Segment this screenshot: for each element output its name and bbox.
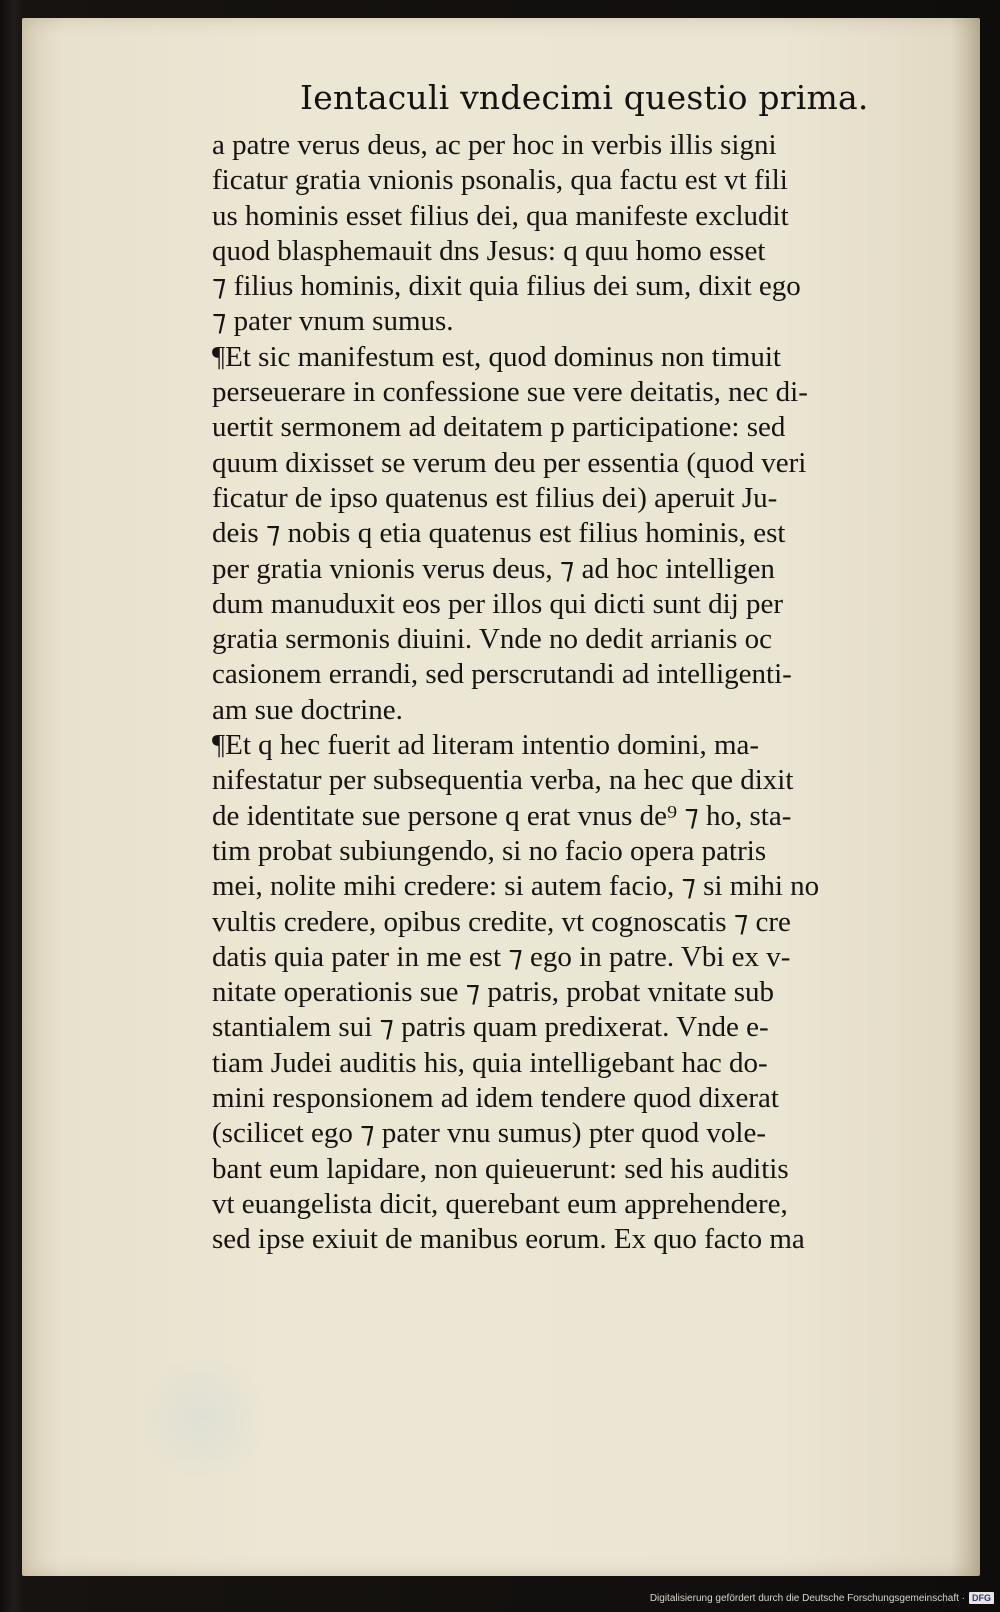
text-line: nitate operationis sue ⁊ patris, probat vnitate sub <box>212 976 775 1009</box>
text-line: us hominis esset filius dei, qua manifeste excludit <box>212 199 789 232</box>
text-line: per gratia vnionis verus deus, ⁊ ad hoc intelligen <box>212 552 775 585</box>
digitization-credit <box>650 1592 994 1606</box>
text-line: mini responsionem ad idem tendere quod dixerat <box>212 1082 779 1115</box>
text-line: mei, nolite mihi credere: si autem facio, ⁊ si mihi no <box>212 870 820 903</box>
text-line: uertit sermonem ad deitatem p participatione: sed <box>212 411 786 444</box>
text-line: casionem errandi, sed perscrutandi ad intelligenti- <box>212 658 792 691</box>
text-line: tiam Judei auditis his, quia intelligebant hac do- <box>212 1046 768 1079</box>
text-line: deis ⁊ nobis q etia quatenus est filius hominis, est <box>212 517 786 550</box>
text-line: bant eum lapidare, non quieuerunt: sed his auditis <box>212 1152 789 1185</box>
text-line: ficatur de ipso quatenus est filius dei) aperuit Ju- <box>212 481 778 514</box>
text-line: gratia sermonis diuini. Vnde no dedit arrianis oc <box>212 623 773 656</box>
text-line: sed ipse exiuit de manibus eorum. Ex quo facto ma <box>212 1223 805 1256</box>
text-line: am sue doctrine. <box>212 693 403 726</box>
text-line: datis quia pater in me est ⁊ ego in patre. Vbi ex v- <box>212 940 791 973</box>
text-line: stantialem sui ⁊ patris quam predixerat. Vnde e- <box>212 1011 769 1044</box>
text-line: ⁊ filius hominis, dixit quia filius dei sum, dixit ego <box>212 270 801 303</box>
dfg-logo: DFG <box>969 1592 994 1604</box>
text-line: ¶Et sic manifestum est, quod dominus non timuit <box>212 340 781 373</box>
text-line: vt euangelista dicit, querebant eum apprehendere, <box>212 1187 788 1220</box>
text-line: quod blasphemauit dns Jesus: q quu homo esset <box>212 234 766 267</box>
text-line: vultis credere, opibus credite, vt cognoscatis ⁊ cre <box>212 905 791 938</box>
text-line: quum dixisset se verum deu per essentia (quod veri <box>212 446 807 479</box>
text-line: ¶Et q hec fuerit ad literam intentio domini, ma- <box>212 729 760 762</box>
text-line: (scilicet ego ⁊ pater vnu sumus) pter quod vole- <box>212 1117 766 1150</box>
running-title: Ientaculi vndecimi questio prima. <box>300 78 869 117</box>
text-block <box>212 128 932 1258</box>
text-line: a patre verus deus, ac per hoc in verbis illis signi <box>212 129 777 161</box>
text-line: tim probat subiungendo, si no facio opera patris <box>212 834 767 867</box>
page-edge-shade <box>950 18 980 1576</box>
text-line: ⁊ pater vnum sumus. <box>212 305 454 338</box>
text-line: perseuerare in confessione sue vere deitatis, nec di- <box>212 376 808 409</box>
water-stain <box>132 1358 272 1478</box>
text-line: ficatur gratia vnionis psonalis, qua factu est vt fili <box>212 164 788 197</box>
credit-text: Digitalisierung gefördert durch die Deutsche Forschungsgemeinschaft · <box>649 1593 965 1604</box>
text-line: dum manuduxit eos per illos qui dicti sunt dij per <box>212 587 784 620</box>
text-line: de identitate sue persone q erat vnus de⁹ ⁊ ho, sta- <box>212 799 792 832</box>
text-line: nifestatur per subsequentia verba, na hec que dixit <box>212 764 794 797</box>
